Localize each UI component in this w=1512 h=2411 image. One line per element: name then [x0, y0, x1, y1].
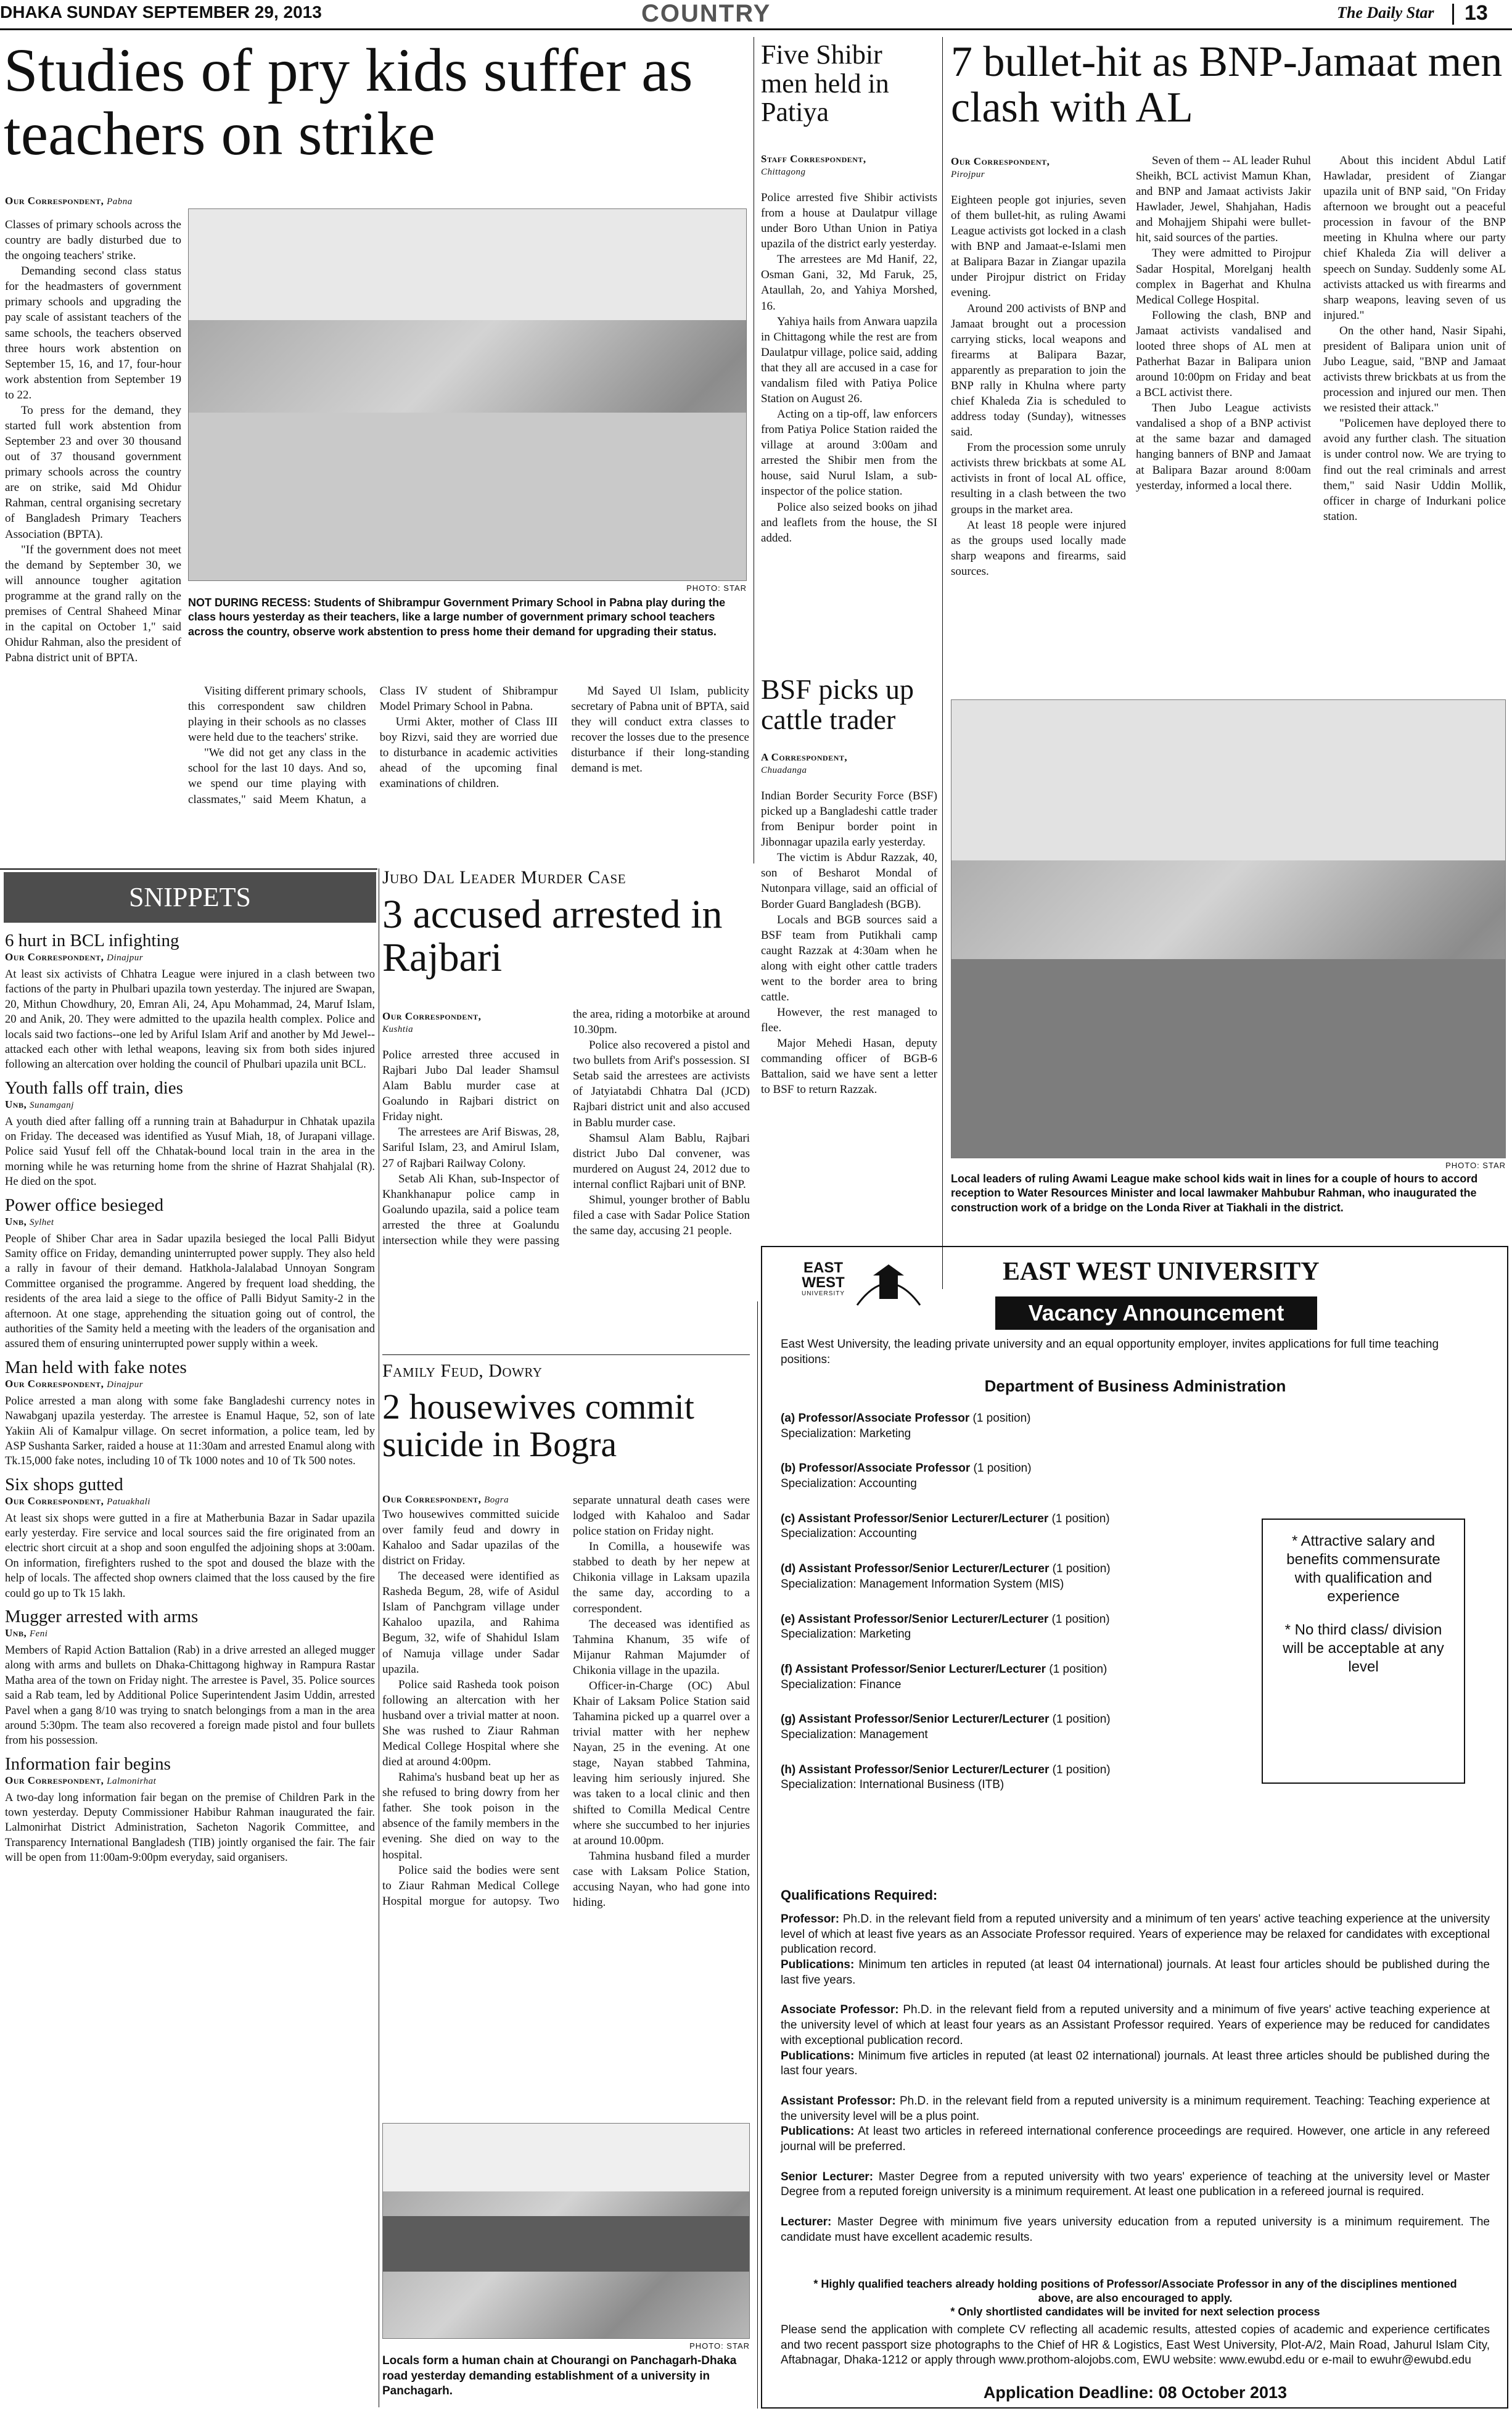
bsf-para-3: Locals and BGB sources said a BSF team from Putikhali camp caught Razzak at 4:30am when he along with eight other cattle traders went to the border area to bring cattle.	[761, 913, 937, 1004]
position-item	[781, 1662, 1249, 1692]
bogra-para-8: Officer-in-Charge (OC) Abul Khair of Laksam Police Station said Tahamina picked up a quarrel over a trivial matter with her nephew Nayan, 25 in the evening. At one stage, Nayan stabbed Tahmina, leaving him seriously injured. She was taken to a local clinic and then shifted to Comilla Medical Centre where she succumbed to her injuries at around 10.00pm.	[573, 1679, 750, 1847]
position-title: (e) Assistant Professor/Senior Lecturer/Lecturer	[781, 1612, 1049, 1626]
qual-text: Ph.D. in the relevant field from a reputed university and a minimum of five years' active teaching experience at the university level of which at least four years as an Assistant Professor required. Years of experience may be reduced for candidates with exceptional publication record.	[781, 2003, 1490, 2047]
position-spec: Specialization: Marketing	[781, 1427, 911, 1440]
ad-note-2: * Only shortlisted candidates will be invited for next selection process	[950, 2306, 1320, 2318]
strike-para-4: "If the government does not meet the demand by September 30, we will announce tougher agitation programme at the grand rally on the premises of Central Shaheed Minar in the capital on October 1," said Ohidur Rahman, also the president of Pabna district unit of BPTA.	[5, 543, 181, 665]
page-number: 13	[1465, 1, 1488, 25]
qual-item	[781, 1912, 1490, 1988]
jubo-para-2: The arrestees are Arif Biswas, 28, Sariful Islam, 23, and Amirul Islam, 27 of Rajbari Railway Colony.	[382, 1126, 559, 1170]
human-chain-caption: Locals form a human chain at Chourangi on Panchagarh-Dhaka road yesterday demanding establishment of a university in Panchagarh.	[382, 2354, 737, 2398]
position-title: (c) Assistant Professor/Senior Lecturer/Lecturer	[781, 1512, 1049, 1525]
strike-para-5: Visiting different primary schools, this correspondent saw children playing in their schools as no classes were held due to the teachers' strike.	[188, 685, 366, 744]
clash-byline: Our Correspondent, Pirojpur	[951, 155, 1050, 179]
bogra-byline: Our Correspondent, Bogra	[382, 1493, 509, 1505]
strike-photo	[188, 208, 747, 581]
ewu-emblem-icon	[855, 1256, 922, 1309]
bogra-headline: 2 housewives commit suicide in Bogra	[382, 1387, 694, 1465]
position-count: (1 position)	[1049, 1763, 1111, 1776]
snippets-header: SNIPPETS	[4, 872, 376, 923]
position-count: (1 position)	[970, 1462, 1032, 1475]
position-spec: Specialization: Accounting	[781, 1477, 917, 1491]
strike-photo-credit: PHOTO: STAR	[686, 583, 747, 593]
benefits-box	[1262, 1519, 1465, 1784]
qual-pub: At least two articles in refereed international conference proceedings are required. However, one article in any refereed journal will be preferred.	[781, 2125, 1490, 2153]
benefit-division: * No third class/ division will be acceptable at any level	[1283, 1622, 1444, 1675]
snippet-text: A two-day long information fair began on the premise of Children Park in the town yesterday. Deputy Commissioner Habibur Rahman inaugurated the fair. Lalmonirhat District Administration, Sacheton Nagorik Committee, and Transparency International Bangladesh (TIB) jointly organised the fair. The fair will be open from 11:00am-9:00pm everyday, said organisers.	[5, 1791, 375, 1865]
clash-body-col1	[951, 192, 1126, 692]
qual-item	[781, 2003, 1490, 2079]
strike-place: Pabna	[107, 197, 133, 207]
kids-photo-caption: Local leaders of ruling Awami League make school kids wait in lines for a couple of hours to accord reception to Water Resources Minister and local lawmaker Mahbubur Rahman, who inaugurated the construction work of a bridge on the Londa River at Tiakhali in the district.	[951, 1173, 1478, 1214]
jubo-body	[382, 1007, 750, 1357]
bsf-byline: A Correspondent, Chuadanga	[761, 751, 848, 775]
clash-para-2: Around 200 activists of BNP and Jamaat brought out a procession carrying sticks, local weapons and firearms at Balipara Bazar, apparently as preparation to join the BNP rally in Khulna where party chief Khaleda Zia is scheduled to address today (Sunday), witnesses said.	[951, 302, 1126, 439]
jubo-para-1: Police arrested three accused in Rajbari Jubo Dal leader Shamsul Alam Bablu murder case at Goalundo in Rajbari district on Friday night.	[382, 1049, 559, 1124]
bogra-para-3: Police said Rasheda took poison following an altercation with her husband over a trivial matter at noon. She was rushed to Ziaur Rahman Medical College Hospital where she died at around 4:00pm.	[382, 1678, 559, 1769]
position-item	[781, 1512, 1249, 1542]
human-chain-credit: PHOTO: STAR	[689, 2341, 750, 2351]
snippet-byline: Our Correspondent, Dinajpur	[5, 1377, 144, 1390]
kids-photo-credit: PHOTO: STAR	[1445, 1161, 1506, 1170]
snippets-top-rule	[0, 868, 377, 870]
position-item	[781, 1411, 1249, 1441]
shibir-place: Chittagong	[761, 167, 806, 177]
position-spec: Specialization: International Business (ITB)	[781, 1778, 1005, 1792]
position-title: (h) Assistant Professor/Senior Lecturer/Lecturer	[781, 1763, 1050, 1776]
clash-place: Pirojpur	[951, 170, 985, 179]
snippet-byline: Our Correspondent, Lalmonirhat	[5, 1774, 157, 1786]
strike-para-7: Urmi Akter, mother of Class III boy Rizvi, said they are worried due to disturbance in academic activities ahead of the upcoming final examinations of children.	[379, 715, 558, 791]
clash-para-6: They were admitted to Pirojpur Sadar Hospital, Morelganj health complex in Bagerhat and Khulna Medical College Hospital.	[1136, 247, 1311, 307]
bogra-body	[382, 1493, 750, 2116]
qual-item	[781, 2170, 1490, 2200]
snippet-item	[5, 931, 375, 1073]
human-chain-sky	[383, 2124, 750, 2191]
ewu-logo-mid: WEST	[802, 1274, 845, 1291]
snippet-item	[5, 1358, 375, 1469]
clash-para-3: From the procession some unruly activists threw brickbats at some AL activists in front of local AL office, resulting in a clash between the two groups in the market area.	[951, 441, 1126, 516]
snippet-byline: Unb, Sylhet	[5, 1215, 54, 1227]
bogra-place: Bogra	[484, 1495, 509, 1505]
position-title: (b) Professor/Associate Professor	[781, 1462, 971, 1475]
jubo-place: Kushtia	[382, 1024, 414, 1034]
snippet-text: At least six activists of Chhatra League were injured in a clash between two factions of the party in Phulbari upazila town yesterday. The injured are Swapan, 20, Mithun Chowdhury, 20, Emran Ali, 24, Apu Mohammad, 24, Maruf Islam, 20 and Anik, 20. They were admitted to the upazila health complex. Police and locals said two factions--one led by Ariful Islam Arif and another by Md Jewel--attacked each other with lethal weapons, leaving six from both sides injured following an altercation over holding the council of Phulbari upazila unit BCL.	[5, 968, 375, 1071]
jubo-kicker: Jubo Dal Leader Murder Case	[382, 867, 627, 888]
qual-label: Senior Lecturer:	[781, 2170, 874, 2183]
kids-photo-crowd	[951, 959, 1506, 1158]
section-name: COUNTRY	[641, 0, 771, 27]
bsf-para-4: However, the rest managed to flee.	[761, 1006, 937, 1035]
ad-notes	[799, 2277, 1471, 2319]
bogra-para-1: Two housewives committed suicide over family feud and dowry in Kahaloo and Sadar upazilas of the district on Friday.	[382, 1507, 559, 1568]
qual-text: Ph.D. in the relevant field from a reputed university and a minimum of ten years' active teaching experience at the university level of which at least five years as an Associate Professor required. Years of experience may be relaxed for candidates with exceptional publication record.	[781, 1913, 1490, 1956]
qual-label: Associate Professor:	[781, 2003, 899, 2017]
column-rule-2	[942, 37, 943, 1289]
quals-list	[781, 1912, 1490, 2245]
ewu-dept: Department of Business Administration	[984, 1377, 1286, 1395]
position-title: (d) Assistant Professor/Senior Lecturer/Lecturer	[781, 1562, 1050, 1576]
snippet-item	[5, 1607, 375, 1749]
strike-caption: NOT DURING RECESS: Students of Shibrampur Government Primary School in Pabna play during the class hours yesterday as their teachers, like a large number of government primary school teachers across the country, observe work abstention to press home their demand for upgrading their status.	[188, 596, 726, 638]
bsf-place: Chuadanga	[761, 765, 807, 775]
clash-para-1: Eighteen people got injuries, seven of them bullet-hit, as ruling Awami League activists got locked in a clash with BNP and Jamaat-e-Islami men at Balipara Bazar in Ziangar upazila under Pirojpur district on Friday evening.	[951, 194, 1126, 300]
position-count: (1 position)	[1049, 1562, 1111, 1576]
strike-body-col1	[5, 217, 181, 852]
ewu-intro: East West University, the leading private university and an equal opportunity employer, invites applications for full time teaching positions:	[781, 1338, 1439, 1366]
strike-para-3: To press for the demand, they started full work abstention from September 23 and over 30 thousand out of 37 thousand government primary schools across the country are on strike, said Md Ohidur Rahman, central organising secretary of Bangladesh Primary Teachers Association (BPTA).	[5, 403, 181, 541]
shibir-para-5: Police also seized books on jihad and leaflets from the house, the SI added.	[761, 500, 937, 545]
qual-text: Master Degree with minimum five years university education from a reputed university is a minimum requirement. The candidate must have excellent academic results.	[781, 2215, 1490, 2244]
snippet-item	[5, 1196, 375, 1352]
clash-body-col2	[1136, 153, 1311, 692]
masthead-divider	[1452, 4, 1454, 25]
masthead-rule	[0, 28, 1512, 30]
qual-label: Assistant Professor:	[781, 2094, 896, 2108]
snippet-head: Man held with fake notes	[5, 1357, 187, 1377]
jubo-bottom-rule	[382, 1354, 750, 1355]
jubo-para-6: Shimul, younger brother of Bablu filed a case with Sadar Police Station the same day, accusing 21 people.	[573, 1193, 750, 1238]
kids-photo	[951, 699, 1506, 1158]
clash-headline: 7 bullet-hit as BNP-Jamaat men clash with AL	[951, 38, 1503, 132]
strike-para-8: Md Sayed Ul Islam, publicity secretary of Pabna unit of BPTA, said they will conduct extra classes to recover the losses due to the presence disturbance if their long-standing demand is met.	[571, 685, 749, 775]
shibir-body	[761, 190, 937, 671]
qual-pub-label: Publications:	[781, 2125, 855, 2138]
positions-list	[781, 1403, 1249, 1793]
qual-pub: Minimum five articles in reputed (at least 02 international) journals. At least three articles should be published during the last four years.	[781, 2049, 1490, 2078]
position-count: (1 position)	[1049, 1713, 1111, 1726]
shibir-para-1: Police arrested five Shibir activists from a house at Daulatpur village under Boro Uthan Union in Patiya upazila of the district early yesterday.	[761, 191, 937, 251]
position-title: (f) Assistant Professor/Senior Lecturer/Lecturer	[781, 1662, 1046, 1676]
benefit-salary: * Attractive salary and benefits commensurate with qualification and experience	[1286, 1533, 1440, 1605]
strike-photo-building	[189, 209, 747, 320]
strike-photo-ground	[189, 413, 747, 581]
shibir-para-2: The arrestees are Md Hanif, 22, Osman Gani, 32, Md Faruk, 25, Ataullah, 2o, and Yahiya Morshed, 16.	[761, 253, 937, 313]
qual-pub: Minimum ten articles in reputed (at least 04 international) journals. At least four articles should be published during the last five years.	[781, 1958, 1490, 1987]
snippet-place: Sunamganj	[29, 1100, 74, 1110]
position-spec: Specialization: Management	[781, 1728, 928, 1741]
clash-body-col3	[1323, 153, 1506, 692]
snippet-place: Sylhet	[29, 1217, 54, 1227]
kids-photo-sky	[951, 700, 1506, 860]
jubo-byline: Our Correspondent, Kushtia	[382, 1010, 482, 1034]
strike-para-2: Demanding second class status for the headmasters of government primary schools and upgrading the pay scale of assistant teachers of the same schools, the teachers observed three hours work abstention on September 15, 16, and 17, four-hour work abstention from September 19 to 22.	[5, 265, 181, 402]
shibir-byline: Staff Correspondent, Chittagong	[761, 153, 866, 177]
ad-apply: Please send the application with complete CV reflecting all academic results, attested copies of academic and experience certificates and two recent passport size photographs to the Chief of HR & Logistics, East West University, Plot-A/2, Main Road, Jahurul Islam City, Aftabnagar, Dhaka-1212 or apply through www.prothom-alojobs.com, EWU website: www.ewubd.edu or e-mail to ewuhr@ewubd.edu	[781, 2323, 1490, 2367]
bogra-para-4: Rahima's husband beat up her as she refused to bring dowry from her father. She took poison in the absence of the family members in the evening. She died on way to the hospital.	[382, 1771, 559, 1861]
snippet-place: Lalmonirhat	[107, 1776, 157, 1786]
clash-para-10: On the other hand, Nasir Sipahi, president of Balipara union unit of Jubo League, said, "BNP and Jamaat activists threw brickbats at us from the procession and injured our men. Then we resisted their attack."	[1323, 324, 1506, 415]
dateline: DHAKA SUNDAY SEPTEMBER 29, 2013	[0, 2, 322, 22]
snippet-text: A youth died after falling off a running train at Bahadurpur in Chhatak upazila on Friday. The deceased was identified as Yusuf Miah, 18, of Jurapani village. Police said Yusuf fell off the Chhatak-bound local train in the area in the morning while he was returning home from the shrine of Hazrat Shahjalal (R). He died on the spot.	[5, 1115, 375, 1189]
snippet-place: Dinajpur	[107, 952, 144, 963]
strike-para-1: Classes of primary schools across the country are badly disturbed due to the ongoing teachers' strike.	[5, 218, 181, 263]
position-item	[781, 1562, 1249, 1592]
snippet-byline: Our Correspondent, Dinajpur	[5, 950, 144, 963]
qual-item	[781, 2215, 1490, 2245]
bogra-para-2: The deceased were identified as Rasheda Begum, 28, wife of Asidul Islam of Panchgram village under Kahaloo upazila, and Rahima Begum, 32, wife of Shahidul Islam of Namuja village under Sadar upazila.	[382, 1570, 559, 1676]
position-title: (a) Professor/Associate Professor	[781, 1412, 970, 1425]
position-spec: Specialization: Management Information System (MIS)	[781, 1577, 1064, 1591]
snippet-byline: Unb, Feni	[5, 1626, 48, 1639]
snippet-item	[5, 1475, 375, 1601]
snippet-item	[5, 1755, 375, 1866]
position-count: (1 position)	[969, 1412, 1031, 1425]
qual-item	[781, 2094, 1490, 2155]
qual-text: Master Degree from a reputed university with two years' experience of teaching at the university level or Master Degree from a reputed foreign university is a minimum requirement. At least one publication in a refereed journal is required.	[781, 2170, 1490, 2199]
clash-para-8: Then Jubo League activists vandalised a shop of a BNP activist at the same bazar and damaged hanging banners of BNP and Jamaat at Balipara Bazar around 8:00am yesterday, informed a local there.	[1136, 402, 1311, 492]
bogra-para-5: Police said the bodies were sent to Ziaur Rahman Medical College Hospital morgue for autopsy. Two separate unnatural death cases were lodged with Kahaloo and Sadar police station on Friday night.	[382, 1494, 750, 1908]
strike-para-6: "We did not get any class in the school for the last 10 days. And so, we spend our time playing with classmates," said Meem Khatun, a Class IV student of Shibrampur Model Primary School in Pabna.	[188, 685, 558, 806]
bsf-para-2: The victim is Abdur Razzak, 40, son of Besharot Mondal of Nutonpara village, said an official of Border Guard Bangladesh (BGB).	[761, 851, 937, 911]
snippet-head: 6 hurt in BCL infighting	[5, 931, 179, 950]
ad-deadline: Application Deadline: 08 October 2013	[983, 2383, 1288, 2402]
ad-note-1: * Highly qualified teachers already holding positions of Professor/Associate Professor in any of the disciplines mentioned above, are also encouraged to apply.	[813, 2278, 1457, 2304]
position-spec: Specialization: Accounting	[781, 1527, 917, 1541]
snippet-head: Six shops gutted	[5, 1474, 123, 1494]
clash-para-7: Following the clash, BNP and Jamaat activists vandalised and looted three shops of AL men at Patherhat Bazar in Balipara union around 10:00pm on Friday and beat a BCL activist there.	[1136, 308, 1311, 400]
qual-label: Lecturer:	[781, 2215, 832, 2228]
snippet-item	[5, 1079, 375, 1190]
clash-para-11: "Policemen have deployed there to avoid any further clash. The situation is under control now. We are trying to find out the real criminals and arrest them," said Nasir Uddin Mollik, officer in charge of Indurkani police station.	[1323, 417, 1506, 523]
human-chain-photo	[382, 2123, 750, 2339]
snippet-head: Youth falls off train, dies	[5, 1078, 183, 1098]
shibir-headline: Five Shibir men held in Patiya	[761, 39, 889, 128]
ewu-logo-bottom: UNIVERSITY	[801, 1290, 845, 1297]
jubo-byline-spacer	[382, 1007, 559, 1047]
strike-byline: Our Correspondent, Pabna	[5, 195, 133, 207]
jubo-para-4: Police also recovered a pistol and two bullets from Arif's possession. SI Setab said the arrestees are activists of Jatyiatabdi Chhatra Dal (JCD) Rajbari district unit and also accused in Bablu murder case.	[573, 1039, 750, 1129]
snippet-head: Mugger arrested with arms	[5, 1607, 199, 1627]
qual-label: Professor:	[781, 1913, 840, 1926]
shibir-para-4: Acting on a tip-off, law enforcers from Patiya Police Station raided the village at around 3:00am and arrested the Shibir men from the house, said Nurul Islam, a sub-inspector of the police station.	[761, 408, 937, 498]
bsf-para-1: Indian Border Security Force (BSF) picked up a Bangladeshi cattle trader from Benipur border point in Jibonnagar upazila early yesterday.	[761, 789, 937, 849]
strike-body-cols	[188, 683, 749, 862]
jubo-headline: 3 accused arrested in Rajbari	[382, 892, 723, 980]
snippet-byline: Our Correspondent, Patuakhali	[5, 1494, 150, 1507]
snippets-list	[5, 925, 375, 1866]
ewu-logo	[787, 1261, 860, 1333]
snippet-place: Dinajpur	[107, 1379, 144, 1390]
bogra-para-7: The deceased was identified as Tahmina Khanum, 35 wife of Mijanur Rahman Majumder of Chikonia village in the upazila.	[573, 1617, 750, 1677]
bsf-para-5: Major Mehedi Hasan, deputy commanding officer of BGB-6 Battalion, said we have sent a letter to BSF to return Razzak.	[761, 1037, 937, 1097]
snippet-head: Information fair begins	[5, 1754, 171, 1774]
clash-para-5: Seven of them -- AL leader Ruhul Sheikh, BCL activist Mamun Khan, and BNP and Jamaat activists Jakir Hawlader, Jewel, Shahjahan, Hadis and Mohajjem Shipahi were bullet-hit, said sources of the parties.	[1136, 154, 1311, 245]
ewu-logo-top: EAST	[803, 1259, 843, 1276]
bsf-body	[761, 788, 937, 1300]
position-spec: Specialization: Finance	[781, 1678, 902, 1691]
snippet-text: Members of Rapid Action Battalion (Rab) in a drive arrested an alleged mugger along with arms and bullets on Dhaka-Chittagong highway in Rampura Rastar Matha area of the town on Friday night. The arrestee is Pavel, 35. Police sources said a Rab team, led by Additional Police Superintendent Jasim Uddin, arrested Pavel when a gang 8/10 was trying to snatch belongings from a man in the area around 5:30pm. The team also recovered a foreign made pistol and four bullets from his possession.	[5, 1644, 375, 1747]
qual-pub-label: Publications:	[781, 2049, 855, 2063]
vacancy-banner: Vacancy Announcement	[995, 1296, 1317, 1330]
clash-para-9: About this incident Abdul Latif Hawladar, president of Ziangar upazila unit of BNP said, "On Friday afternoon we brought out a peaceful procession in favour of the BNP meeting in Khulna where our party chief Khaleda Zia will deliver a speech on Sunday. Suddenly some AL activists attacked us with firearms and sharp weapons, leaving seven of us injured."	[1323, 154, 1506, 322]
bsf-headline: BSF picks up cattle trader	[761, 674, 914, 735]
qual-text: Ph.D. in the relevant field from a reputed university is a minimum requirement. Teaching: Teaching experience at the university level will be a plus point.	[781, 2094, 1490, 2123]
snippet-byline: Unb, Sunamganj	[5, 1098, 74, 1110]
ewu-title: EAST WEST UNIVERSITY	[1003, 1258, 1320, 1286]
ewu-ad	[761, 1246, 1508, 2409]
position-item	[781, 1712, 1249, 1742]
human-chain-people	[383, 2216, 750, 2272]
jubo-para-3: Setab Ali Khan, sub-Inspector of Khankhanapur police camp in Goalundo upazila, said a police team arrested the three at Goalundu intersection while they were passing the area, riding a motorbike at around 10.30pm.	[382, 1008, 750, 1247]
qual-heading: Qualifications Required:	[781, 1887, 938, 1903]
snippet-place: Patuakhali	[107, 1496, 150, 1507]
masthead	[0, 0, 1512, 27]
position-item	[781, 1461, 1249, 1491]
jubo-para-5: Shamsul Alam Bablu, Rajbari district Jubo Dal convener, was murdered on August 24, 2012 due to internal conflict Rajbari unit of BNP.	[573, 1131, 750, 1191]
snippet-head: Power office besieged	[5, 1195, 164, 1215]
position-item	[781, 1612, 1249, 1642]
position-spec: Specialization: Marketing	[781, 1628, 911, 1641]
snippet-text: Police arrested a man along with some fake Bangladeshi currency notes in Nawabganj upazila yesterday. The arrestee is Enamul Haque, 52, son of late Yakiin Ali of Kamalpur village. On secret information, a police team, led by ASP Sushanta Sarker, raided a house at 11:30am and arrested Enamul along with Tk.15,000 fake notes, including 10 of Tk 1000 notes and 10 of Tk 500 notes.	[5, 1395, 375, 1468]
position-item	[781, 1763, 1249, 1793]
strike-headline: Studies of pry kids suffer as teachers on strike	[4, 36, 693, 168]
snippet-text: People of Shiber Char area in Sadar upazila besieged the local Palli Bidyut Samity office on Friday, demanding uninterrupted power supply. They also held a rally in favour of their demand. Hatkhola-Jalalabad Unnoyan Songram Committee organised the programme. Angered by frequent load shedding, the residents of the area laid a siege to the office of Palli Bidyut Samity-2 in the afternoon. At one stage, apprehending the situation going out of control, the authorities of the Samity held a meeting with the leaders of the organisation and assured them of ensuring uninterrupted power supply within a week.	[5, 1232, 375, 1351]
shibir-para-3: Yahiya hails from Anwara uapzila in Chittagong while the rest are from Daulatpur village, police said, adding that they all are accused in a case for vandalism filed with Patiya Police Station on August 26.	[761, 315, 937, 406]
snippet-place: Feni	[29, 1628, 48, 1639]
paper-name: The Daily Star	[1337, 4, 1434, 22]
bogra-para-9: Tahmina husband filed a murder case with Laksam Police Station, accusing Nayan, who had gone into hiding.	[573, 1849, 750, 1910]
position-count: (1 position)	[1048, 1512, 1110, 1525]
column-rule-4	[757, 1301, 758, 2409]
bogra-para-6: In Comilla, a housewife was stabbed to death by her nepew at Chikonia village in Laksam upazila the same day, according to a correspondent.	[573, 1540, 750, 1615]
qual-pub-label: Publications:	[781, 1958, 855, 1972]
snippet-text: At least six shops were gutted in a fire at Matherbunia Bazar in Sadar upazila early yesterday. Fire service and local sources said the fire originated from an electric short circuit at a shop and soon engulfed the adjoining shops at 3:00am. On information, firefighters rushed to the spot and doused the blaze with the help of locals. The affected shop owners claimed that the loss caused by the fire could go up to Tk 15 lakh.	[5, 1512, 375, 1600]
position-count: (1 position)	[1048, 1612, 1110, 1626]
bogra-kicker: Family Feud, Dowry	[382, 1361, 543, 1381]
position-count: (1 position)	[1046, 1662, 1107, 1676]
position-title: (g) Assistant Professor/Senior Lecturer/Lecturer	[781, 1713, 1050, 1726]
clash-para-4: At least 18 people were injured as the groups used locally made sharp weapons and firearms, said sources.	[951, 518, 1126, 578]
